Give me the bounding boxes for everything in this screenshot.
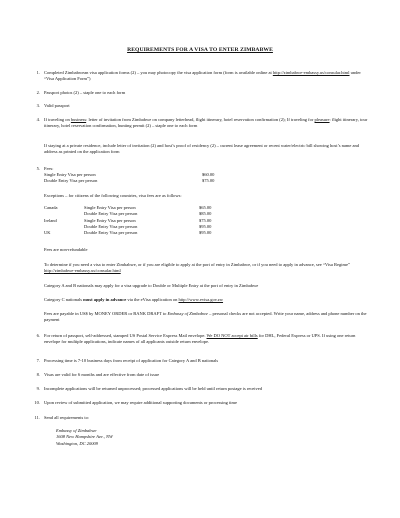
payment-text-a: Fees are payable in US$ by MONEY ORDER or BANK DRAFT to — [44, 311, 168, 316]
item-text — [44, 117, 370, 130]
page-title: REQUIREMENTS FOR A VISA TO ENTER ZIMBABWE — [127, 47, 273, 53]
item-number: 2. — [36, 90, 40, 95]
fee-amount: $75.00 — [199, 217, 212, 223]
visa-type: Double Entry Visa per person — [84, 223, 138, 229]
item-text: Incomplete applications will be returned unprocessed; processed applications will be held until return postage is received — [44, 386, 263, 391]
payment-text-b: – personal checks are not accepted. Write your name, address and phone number on the payment — [44, 311, 367, 323]
item-4-text-a: If traveling on — [44, 117, 71, 122]
fees-label: Fees: — [44, 166, 54, 171]
item-number: 3. — [36, 103, 40, 108]
item-text: Send all requirements to: — [44, 415, 90, 420]
item-text: Upon review of submitted application, we may require additional supporting documents or processing time — [44, 400, 237, 405]
address-line: Washington, DC 20009 — [56, 440, 98, 446]
nonrefundable-note: Fees are non-refundable — [44, 247, 88, 252]
category-ab-note: Category A and B nationals may apply for a visa upgrade to Double or Multiple Entry at the port of entry in Zimbabwe — [44, 283, 259, 288]
item-1-tail: under “Visa Application Form”) — [44, 70, 361, 82]
item-text: Processing time is 7-10 business days from receipt of application for Category A and B nationals — [44, 358, 219, 363]
exceptions-table — [44, 205, 370, 236]
exception-row — [44, 230, 370, 236]
private-residence-note: If staying at a private residence, include letter of invitation (2) and host’s proof of residency (2) – current lease agreement or recent water/electric bill showing host’s name and address as printed on the application form — [44, 143, 360, 155]
fee-amount: $60.00 — [202, 172, 215, 177]
visa-regime-link[interactable]: http://zimbabwe-embassy.us/consular.html — [44, 268, 121, 274]
item-text: Visas are valid for 6 months and are effective from date of issue — [44, 372, 160, 377]
item-1-text: Completed Zimbabwean visa application forms (2) – you may photocopy the visa application form (form is available online at — [44, 70, 273, 75]
item-number: 7. — [36, 358, 40, 363]
item-6-text-a: For return of passport, self-addressed, stamped US Postal Service Express Mail envelope. — [44, 333, 207, 338]
item-text — [44, 333, 370, 346]
visa-regime-note — [44, 262, 370, 275]
business-label: business — [70, 117, 87, 122]
visa-regime-text: To determine if you need a visa to enter Zimbabwe, or if you are eligible to apply at the port of entry in Zimbabwe, or if you need to apply in advance, see “Visa Regime” — [44, 262, 350, 267]
category-c-text-b: via the eVisa application on — [126, 297, 179, 302]
category-c-emphasis: must apply in advance — [83, 297, 127, 302]
evisa-link[interactable]: http://www.evisa.gov.zw — [178, 297, 224, 302]
item-number: 10. — [34, 400, 40, 405]
address-line: Embassy of Zimbabwe — [56, 428, 97, 433]
item-number: 8. — [36, 372, 40, 377]
fee-amount: $75.00 — [202, 178, 215, 184]
item-number: 1. — [36, 70, 40, 75]
item-4-text-b: : letter of invitation from Zimbabwe on company letterhead, flight itinerary, hotel reservation confirmation (2); If traveling for — [86, 117, 315, 122]
visa-type: Single Entry Visa per person — [84, 205, 136, 210]
fees-table — [44, 172, 370, 185]
pleasure-label: pleasure — [314, 117, 330, 122]
form-link[interactable]: http://zimbabwe-embassy.us/consular.html — [272, 70, 350, 75]
category-c-text-a: Category C nationals — [44, 297, 84, 302]
fee-amount: $95.00 — [199, 223, 212, 229]
item-number: 11. — [34, 415, 40, 420]
list-item-1 — [32, 70, 372, 84]
item-number: 9. — [36, 386, 40, 391]
air-bill-warning: We DO NOT accept air bills — [206, 333, 258, 338]
fee-amount: $65.00 — [199, 205, 212, 210]
fee-label: Double Entry Visa per person — [44, 178, 98, 184]
fee-amount: $95.00 — [199, 230, 212, 236]
visa-type: Single Entry Visa per person — [84, 217, 136, 223]
fee-label: Single Entry Visa per person — [44, 172, 96, 177]
item-6-text-b: for DHL, Federal Express or UPS. If using one return envelope for multiple applications, indicate names of all applicants outside return envelope. — [44, 333, 356, 345]
item-number: 5. — [36, 166, 40, 171]
payment-note — [44, 311, 370, 324]
country: UK — [44, 230, 51, 236]
fee-amount: $85.00 — [199, 211, 212, 217]
country: Ireland — [44, 217, 57, 223]
category-c-note — [44, 297, 370, 303]
item-number: 6. — [36, 333, 40, 338]
address-line: 1608 New Hampshire Ave., NW — [56, 434, 113, 440]
payee-name: Embassy of Zimbabwe — [167, 311, 208, 316]
fee-row — [44, 178, 370, 184]
item-text: Valid passport — [44, 103, 70, 108]
item-4-text-c: : flight itinerary, tour itinerary, hotel reservation confirmation, hunting permit (2) – staple one to each form — [44, 117, 368, 129]
embassy-address — [56, 428, 382, 447]
exceptions-intro: Exceptions – for citizens of the following countries, visa fees are as follows: — [44, 193, 182, 198]
item-number: 4. — [36, 117, 40, 122]
country: Canada — [44, 205, 58, 210]
visa-type: Double Entry Visa per person — [84, 230, 138, 236]
visa-type: Double Entry Visa per person — [84, 211, 138, 217]
item-text — [44, 70, 370, 83]
item-text: Passport photos (2) – staple one to each form — [44, 90, 126, 95]
